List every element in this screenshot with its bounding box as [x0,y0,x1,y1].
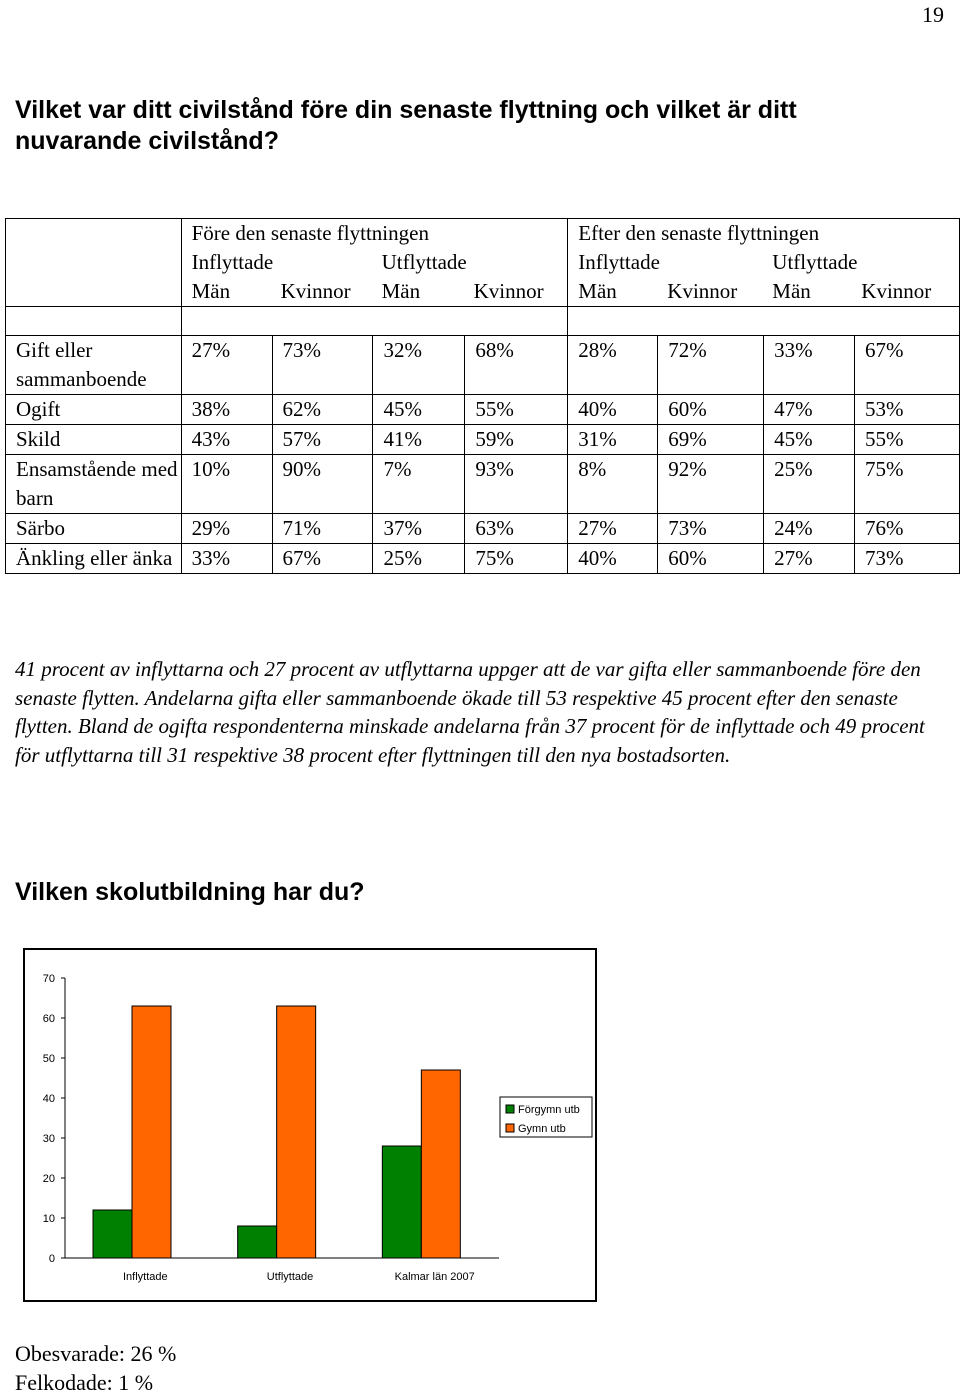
gender-header: Kvinnor [280,279,351,303]
y-tick-label: 60 [42,1013,55,1025]
table-cell: 59% [465,425,568,455]
table-cell: 67% [272,544,373,574]
row-label: Änkling eller änka [6,544,182,574]
group-headers [578,248,959,277]
table-cell: 60% [658,544,764,574]
table-cell: 92% [658,455,764,514]
bar-gymn [421,1070,460,1258]
civil-status-table [5,218,960,574]
table-cell: 90% [272,455,373,514]
y-tick-label: 30 [42,1133,55,1145]
table-cell: 93% [465,455,568,514]
table-cell: 47% [764,395,855,425]
table-row [6,455,960,514]
table-header-empty-cell [6,219,182,307]
table-cell: 73% [855,544,960,574]
table-header-row [6,219,960,307]
gender-headers [192,277,568,306]
table-cell: 41% [373,425,465,455]
y-tick-label: 40 [42,1093,55,1105]
table-cell: 67% [855,336,960,395]
table-cell: 27% [568,514,658,544]
row-label: Särbo [6,514,182,544]
table-cell: 71% [272,514,373,544]
table-cell: 27% [181,336,272,395]
table-cell: 32% [373,336,465,395]
y-tick-label: 70 [42,973,55,985]
row-label: Gift eller sammanboende [6,336,182,395]
y-tick-label: 0 [48,1253,55,1265]
y-tick-label: 20 [42,1173,55,1185]
table-cell: 27% [764,544,855,574]
x-category-label: Kalmar län 2007 [394,1271,475,1283]
table-cell: 25% [764,455,855,514]
bar-gymn [132,1006,171,1258]
table-cell: 73% [272,336,373,395]
table-cell: 55% [855,425,960,455]
group-header: Inflyttade [191,250,274,274]
table-cell: 37% [373,514,465,544]
table-cell: 10% [181,455,272,514]
table-cell: 45% [373,395,465,425]
row-label: Ogift [6,395,182,425]
chart-svg [25,950,595,1300]
group-header: Utflyttade [772,250,858,274]
table-cell: 40% [568,395,658,425]
period-header: Före den senaste flyttningen [191,221,429,245]
bar-forgymn [382,1146,421,1258]
bar-gymn [277,1006,316,1258]
table-cell: 28% [568,336,658,395]
question-heading-civil-status: Vilket var ditt civilstånd före din senaste flyttning och vilket är ditt nuvarande civilstånd? [15,96,797,155]
gender-header: Män [381,279,421,303]
table-cell: 33% [764,336,855,395]
summary-paragraph: 41 procent av inflyttarna och 27 procent av utflyttarna uppger att de var gifta eller sammanboende före den senaste flytten. Andelarna gifta eller sammanboende ökade till 53 respektive 45 procent efter den senaste flytten. Bland de ogifta respondenterna minskade andelarna från 37 procent för de inflyttade och 49 procent för utflyttarna till 31 respektive 38 procent efter flyttningen till den nya bostadsorten. [15,657,925,767]
bar-forgymn [93,1210,132,1258]
period-header: Efter den senaste flyttningen [578,221,820,245]
page-number: 19 [922,2,944,27]
gender-header: Män [578,279,617,303]
table-row [6,544,960,574]
table-cell: 57% [272,425,373,455]
table-cell: 69% [658,425,764,455]
group-header: Utflyttade [381,250,467,274]
table-spacer-row [6,307,960,336]
table-cell: 24% [764,514,855,544]
y-tick-label: 50 [42,1053,55,1065]
miscoded-note: Felkodade: 1 % [15,1370,154,1395]
table-cell: 68% [465,336,568,395]
table-cell: 31% [568,425,658,455]
row-label: Skild [6,425,182,455]
footer-notes [15,1339,176,1397]
gender-header: Män [191,279,231,303]
legend-label: Förgymn utb [518,1104,580,1116]
group-header: Inflyttade [578,250,660,274]
table-cell: 29% [181,514,272,544]
table-row [6,336,960,395]
table-cell: 45% [764,425,855,455]
row-label: Ensamstående med barn [6,455,182,514]
table-row [6,514,960,544]
table-cell: 38% [181,395,272,425]
table-cell: 40% [568,544,658,574]
x-category-label: Inflyttade [123,1271,168,1283]
group-headers [192,248,568,277]
table-cell: 25% [373,544,465,574]
table-cell: 60% [658,395,764,425]
table-cell: 76% [855,514,960,544]
unanswered-note: Obesvarade: 26 % [15,1341,177,1366]
table-cell: 72% [658,336,764,395]
gender-header: Kvinnor [667,279,738,303]
gender-headers [578,277,959,306]
table-row [6,395,960,425]
table-cell: 55% [465,395,568,425]
table-cell: 75% [855,455,960,514]
legend-swatch [506,1105,514,1113]
bar-forgymn [238,1226,277,1258]
table-cell: 33% [181,544,272,574]
gender-header: Kvinnor [473,279,544,303]
header-after-move [568,219,960,307]
table-cell: 75% [465,544,568,574]
table-cell: 63% [465,514,568,544]
y-tick-label: 10 [42,1213,55,1225]
table-cell: 62% [272,395,373,425]
table-cell: 73% [658,514,764,544]
x-category-label: Utflyttade [266,1271,314,1283]
gender-header: Män [772,279,811,303]
table-cell: 7% [373,455,465,514]
table-row [6,425,960,455]
legend-swatch [506,1124,514,1132]
legend-label: Gymn utb [518,1123,566,1135]
question-heading-education: Vilken skolutbildning har du? [15,878,365,906]
table-cell: 43% [181,425,272,455]
table-cell: 8% [568,455,658,514]
education-bar-chart [23,948,597,1302]
table-cell: 53% [855,395,960,425]
gender-header: Kvinnor [861,279,932,303]
header-before-move [181,219,568,307]
